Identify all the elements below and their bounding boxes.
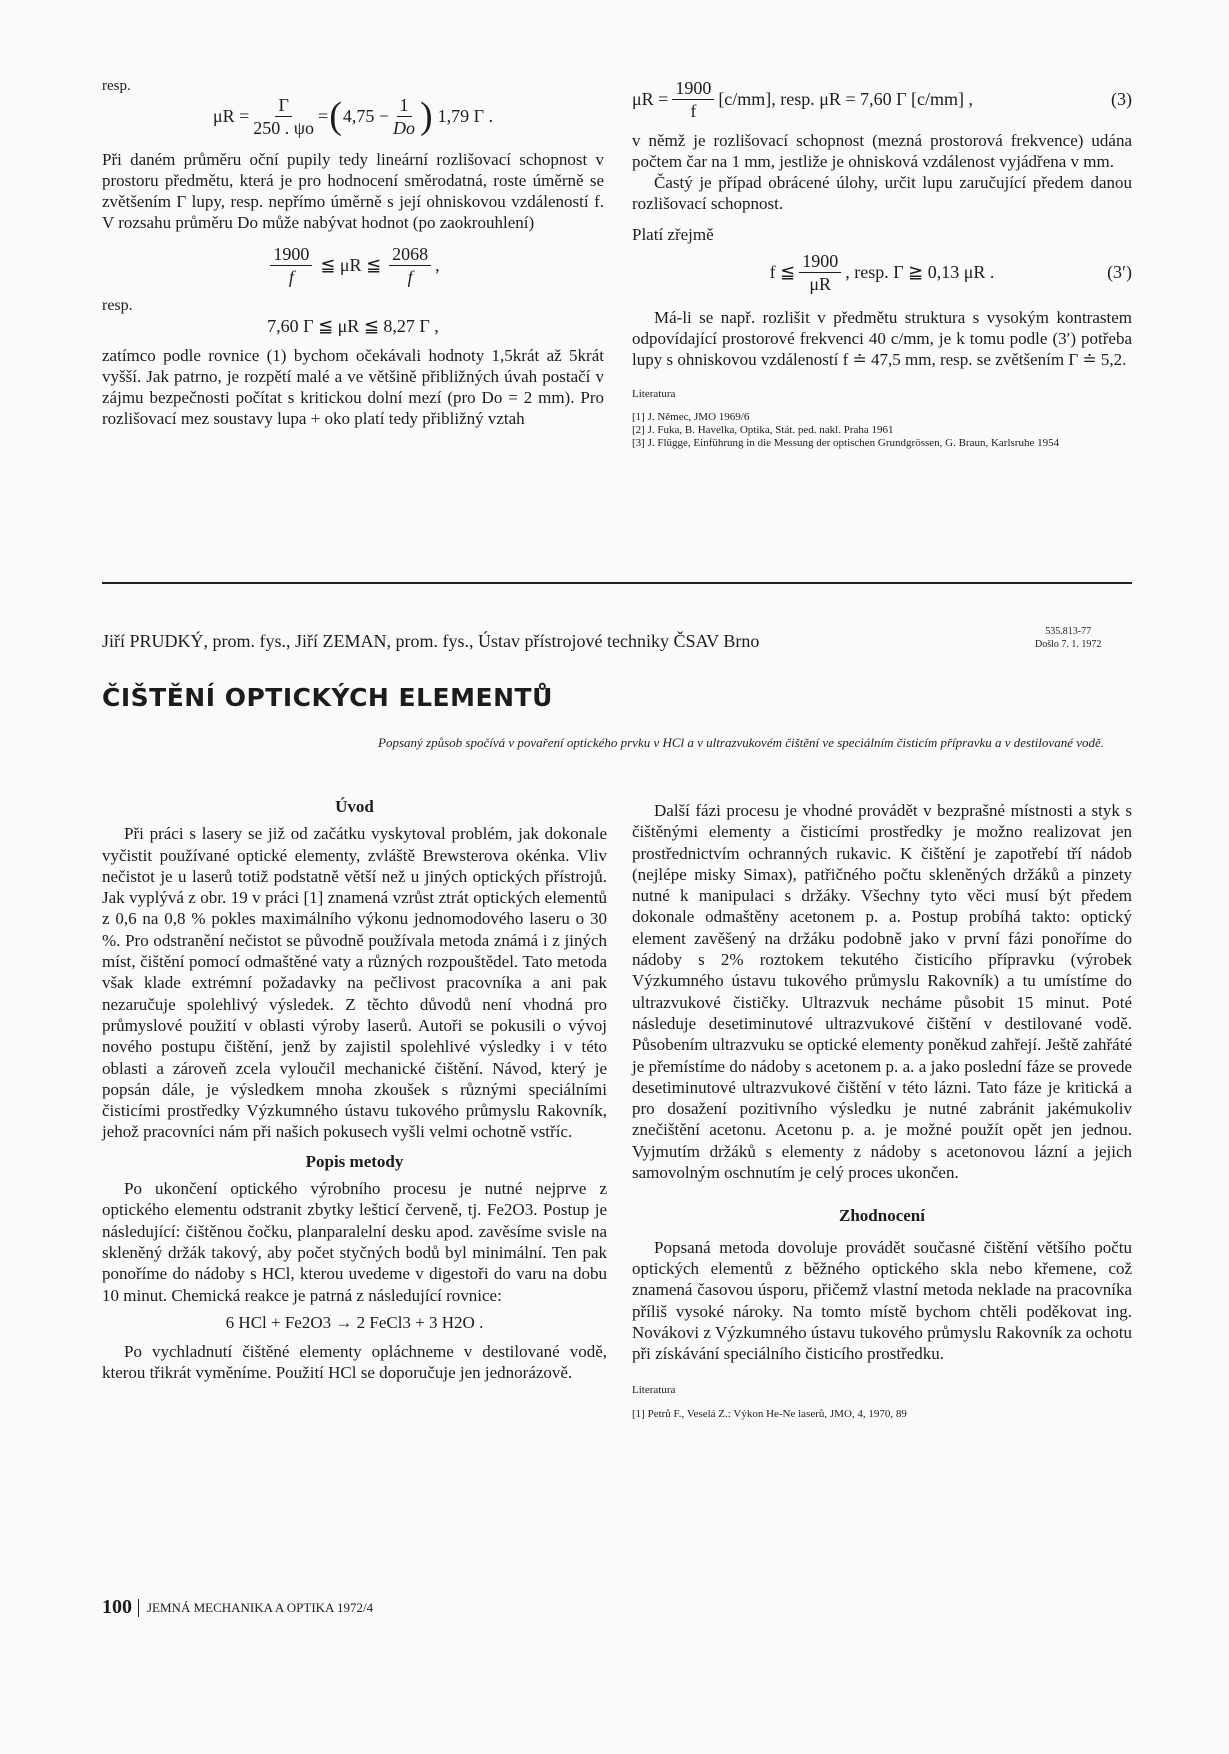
equation-range-gamma: [102, 295, 604, 339]
eq2-tail: ,: [435, 254, 440, 275]
reference-list: [632, 411, 1132, 450]
reference-item: [3] J. Flügge, Einführung in die Messung der optischen Grundgrössen, G. Braun, Karlsruhe 1954: [632, 437, 1060, 449]
page-number: 100: [102, 1596, 132, 1618]
eq4-tail: [c/mm], resp. μR = 7,60 Γ [c/mm] ,: [718, 88, 973, 109]
eq5-number: (3′): [1107, 261, 1132, 282]
top-right-paragraph-2: Častý je případ obrácené úlohy, určit lupu zaručující předem danou rozlišovací schopnost.: [632, 173, 1132, 213]
article-title: ČIŠTĚNÍ OPTICKÝCH ELEMENTŮ: [102, 683, 553, 712]
literature-title-2: Literatura: [632, 1384, 676, 1397]
popis-paragraph: Po ukončení optického výrobního procesu je nutné nejprve z optického elementu odstranit zbytky lešticí červeně, tj. Fe2O3. Postup je následující: čištěnou čočku, planparalelní desku apod. zavěsíme svisle na skleněný držák takový, aby počet styčných bodů byl minimální. Ten pak ponoříme do nádoby s HCl, kterou uvedeme v digestoři do varu na dobu 10 minut. Chemická reakce je patrná z následující rovnice:: [102, 1179, 607, 1305]
eq3: 7,60 Γ ≦ μR ≦ 8,27 Γ ,: [267, 315, 439, 336]
eq1-lhs: μR =: [212, 105, 250, 126]
heading-popis-metody: Popis metody: [305, 1151, 404, 1171]
eq4-numerator: 1900: [672, 79, 714, 100]
literature-title: Literatura: [632, 388, 676, 400]
eq4-fraction: [672, 79, 714, 120]
udc-code: 535.813-77: [1045, 626, 1092, 637]
article-left-column: [102, 796, 607, 1384]
classification-code: [1035, 625, 1101, 651]
article-authors: Jiří PRUDKÝ, prom. fys., Jiří ZEMAN, prom. fys., Ústav přístrojové techniky ČSAV Brno: [102, 631, 760, 651]
eq1-inner-denominator: Do: [393, 117, 415, 138]
eq1-fraction: [253, 96, 314, 137]
equation-range-f: [102, 239, 604, 291]
eq2-denominator-2: f: [407, 266, 413, 287]
eq2-fraction-2: [389, 245, 431, 286]
process-paragraph: Další fázi procesu je vhodné provádět v bezprašné místnosti a styk s čištěnými elementy a čisticími prostředky je možno realizovat jen prostřednictvím ochranných rukavic. K čištění je zapotřebí tří nádob (nejlépe misky Simax), patřičného počtu skleněných držáků a pinzety nutné k manipulaci s držáky. Všechny tyto věci musí být předem dokonale odmaštěny acetonem p. a. Postup probíhá takto: optický element zavěšený na držáku podobně jako v první fázi ponoříme do nádoby s 2% roztokem tekutého čisticího přípravku (výrobek Výzkumného ústavu tukového průmyslu Rakovník) a tu umístíme do ultrazvukové čističky. Ultrazvuk necháme působit 15 minut. Poté následuje desetiminutové ultrazvukové čištění v destilované vodě. Působením ultrazvuku se optické elementy poněkud zahřejí. Ještě zahřáté je přemístíme do nádoby s acetonem p. a. a jako poslední fáze se provede desetiminutové ultrazvukové čištění v této lázni. Tato fáze je kritická a pro dosažení pozitivního výsledku je nutné zabránit jakémukoliv znečištění acetonu. Acetonu p. a. je možné použít opět jen jednou. Vyjmutím držáků s elementy z nádoby s acetonovou lázní a jejich samovolným oschnutím je celý proces ukončen.: [632, 801, 1132, 1183]
eq5-lhs: f ≦: [769, 261, 796, 282]
reference-item: [2] J. Fuka, B. Havelka, Optika, Stát. ped. nakl. Praha 1961: [632, 424, 894, 436]
top-right-paragraph-4: Má-li se např. rozlišit v předmětu struktura s vysokým kontrastem odpovídající prostorové frekvenci 40 c/mm, je k tomu podle (3′) potřeba lupy s ohniskovou vzdáleností f ≐ 47,5 mm, resp. se zvětšením Γ ≐ 5,2.: [632, 308, 1132, 369]
eq4-lhs: μR =: [632, 88, 669, 109]
eq4-number: (3): [1111, 88, 1132, 109]
eq2-numerator-1: 1900: [270, 245, 312, 266]
eq4-denominator: f: [690, 100, 697, 121]
eq1-numerator: Γ: [275, 96, 291, 117]
heading-zhodnoceni: Zhodnocení: [839, 1206, 925, 1226]
resp-label-2: resp.: [102, 297, 133, 314]
eq5-fraction: [799, 252, 841, 293]
left-paren: (: [329, 95, 342, 137]
reference-item: [1] J. Němec, JMO 1969/6: [632, 411, 750, 423]
article-abstract: Popsaný způsob spočívá v povaření optického prvku v HCl a v ultrazvukovém čištění ve speciálním čisticím přípravku a v destilované vodě.: [378, 735, 1105, 750]
right-paren: ): [420, 95, 433, 137]
top-left-column: [102, 76, 604, 429]
eq1-tail: 1,79 Γ .: [437, 105, 494, 126]
eq5-tail: , resp. Γ ≧ 0,13 μR .: [845, 261, 995, 282]
eq5-numerator: 1900: [799, 252, 841, 273]
eq2-denominator-1: f: [288, 266, 294, 287]
article-right-column: [632, 800, 1132, 1421]
equation-mu-gamma: [102, 91, 604, 141]
top-right-column: [632, 76, 1132, 450]
page-footer: [102, 1596, 373, 1619]
heading-uvod: Úvod: [335, 797, 374, 816]
eq1-denominator: 250 . ψo: [253, 117, 315, 138]
uvod-paragraph: Při práci s lasery se již od začátku vyskytoval problém, jak dokonale vyčistit používané optické elementy, zvláště Brewsterova okénka. Vliv nečistot je u laserů totiž podstatně větší než u jiných optických přístrojů. Jak vyplývá z obr. 19 v práci [1] znamená vzrůst ztrát optických elementů z 0,6 na 0,8 % pokles maximálního výkonu jednomodového laseru o 30 %. Pro odstranění nečistot se původně používala metoda známá i z jiných míst, čištění pomocí odmaštěné vaty a různých rozpouštědel. Tato metoda však klade extrémní požadavky na pečlivost pracovníka a ani pak nezaručuje spolehlivý výsledek. Z těchto důvodů není vhodná pro průmyslové použití v oblasti výroby laserů. Autoři se pokusili o vývoj nového postupu čištění, jenž by zajistil spolehlivé výsledky i v této oblasti a zároveň zcela vyloučil mechanické čištění. Návod, který je popsán dále, je výsledkem mnoha zkoušek s různými speciálními čisticími prostředky Výzkumného ústavu tukového průmyslu Rakovník, jehož pracovníci nám při našich pokusech vyšli velmi ochotně vstříc.: [102, 824, 607, 1142]
received-date: Došlo 7. 1. 1972: [1035, 639, 1102, 650]
eq1-inner-numerator: 1: [397, 96, 412, 117]
eq1-equals: =: [318, 105, 329, 126]
top-right-paragraph-3: Platí zřejmě: [632, 225, 714, 244]
zhodnoceni-paragraph: Popsaná metoda dovoluje provádět současné čištění většího počtu optických elementů z běžného optického skla nebo křemene, což znamená časovou úsporu, přičemž vlastní metoda neklade na pracovníka příliš vysoké nároky. Na tomto místě bychom chtěli poděkovat ing. Novákovi z Výzkumného ústavu tukového průmyslu Rakovník za ochotu při získávání speciálního čisticího prostředku.: [632, 1237, 1132, 1364]
equation-3: [632, 76, 1132, 122]
top-left-paragraph-2: zatímco podle rovnice (1) bychom očekávali hodnoty 1,5krát až 5krát vyšší. Jak patrno, je rozpětí malé a ve většině přibližných úvah postačí v zájmu bezpečnosti počítat s kritickou dolní mezí (pro Do = 2 mm). Pro rozlišovací mez soustavy lupa + oko platí tedy přibližný vztah: [102, 346, 604, 428]
popis-paragraph-2: Po vychladnutí čištěné elementy opláchneme v destilované vodě, kterou třikrát vyměníme. Použití HCl se doporučuje jen jednorázově.: [102, 1342, 607, 1383]
section-divider: [102, 582, 1132, 584]
footer-separator: [138, 1599, 139, 1617]
chemical-reaction: 6 HCl + Fe2O3 → 2 FeCl3 + 3 H2O .: [225, 1312, 484, 1332]
top-left-paragraph-1: Při daném průměru oční pupily tedy lineární rozlišovací schopnost v prostoru předmětu, která je pro hodnocení směrodatná, roste úměrně se zvětšením Γ lupy, resp. nepřímo úměrně s její ohniskovou vzdáleností f. V rozsahu průměru Do může nabývat hodnot (po zaokrouhlení): [102, 150, 604, 232]
eq2-middle: ≦ μR ≦: [320, 254, 382, 275]
resp-label: resp.: [102, 78, 131, 94]
equation-3-prime: [632, 247, 1132, 297]
eq5-denominator: μR: [809, 273, 832, 294]
eq1-inner-a: 4,75 −: [342, 105, 389, 126]
eq2-fraction-1: [270, 245, 312, 286]
reference-list-2: [632, 1408, 1132, 1421]
eq1-inner-fraction: [393, 96, 415, 137]
reference-item: [1] Petrů F., Veselá Z.: Výkon He-Ne laserů, JMO, 4, 1970, 89: [632, 1407, 907, 1420]
top-right-paragraph-1: v němž je rozlišovací schopnost (mezná prostorová frekvence) udána počtem čar na 1 mm, jestliže je ohnisková vzdálenost vyjádřena v mm.: [632, 131, 1132, 171]
journal-name: JEMNÁ MECHANIKA A OPTIKA 1972/4: [147, 1599, 374, 1615]
eq2-numerator-2: 2068: [389, 245, 431, 266]
